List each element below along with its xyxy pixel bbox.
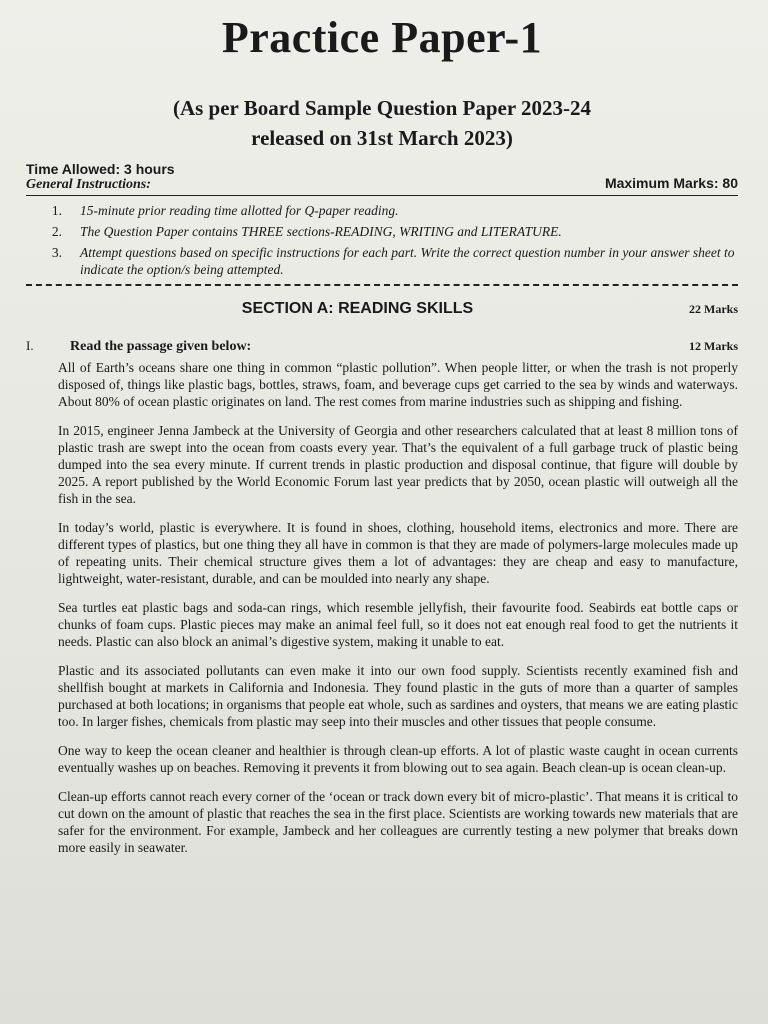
passage-paragraph: Plastic and its associated pollutants can even make it into our own food supply. Scientists recently examined fish and shellfish bought at markets in California and Indonesia. They found plastic in the guts of more than a quarter of samples purchased at both locations; in organisms that people eat whole, such as sardines and oysters, that means we are eating plastic too. In larger fishes, chemicals from plastic may seep into their muscles and other tissues that people consume. bbox=[58, 663, 738, 729]
instruction-text: 15-minute prior reading time allotted for Q-paper reading. bbox=[80, 203, 399, 218]
section-header bbox=[26, 300, 738, 318]
page-subtitle bbox=[26, 93, 738, 153]
instruction-item bbox=[26, 244, 738, 278]
maximum-marks: Maximum Marks: 80 bbox=[604, 175, 738, 191]
instruction-text: Attempt questions based on specific instructions for each part. Write the correct question number in your answer sheet to indicate the option/s being attempted. bbox=[80, 245, 735, 277]
time-allowed: Time Allowed: 3 hours bbox=[26, 161, 175, 177]
passage-paragraph: All of Earth’s oceans share one thing in common “plastic pollution”. When people litter, or when the trash is not properly disposed of, things like plastic bags, bottles, straws, foam, and beverage cups get carried to the sea by winds and waterways. About 80% of ocean plastic originates on land. The rest comes from marine industries such as shipping and fishing. bbox=[58, 360, 738, 409]
instruction-item bbox=[26, 223, 738, 240]
section-marks: 22 Marks bbox=[689, 302, 738, 316]
passage-paragraph: One way to keep the ocean cleaner and healthier is through clean-up efforts. A lot of plastic waste caught in ocean currents eventually washes up on beaches. Removing it prevents it from blowing out to sea again. Beach clean-up is ocean clean-up. bbox=[58, 743, 738, 775]
instruction-item bbox=[26, 202, 738, 219]
subtitle-line-1: (As per Board Sample Question Paper 2023-24 bbox=[172, 96, 592, 120]
instruction-text: The Question Paper contains THREE sections-READING, WRITING and LITERATURE. bbox=[80, 224, 562, 239]
passage-paragraph: In 2015, engineer Jenna Jambeck at the University of Georgia and other researchers calculated that at least 8 million tons of plastic trash are swept into the ocean from coasts every year. That’s the equivalent of a full garbage truck of plastic being dumped into the sea every minute. If current trends in plastic production and disposal continue, that figure will double by 2025. A report published by the World Economic Forum last year predicts that by 2050, ocean plastic will outweigh all the fish in the sea. bbox=[58, 423, 738, 506]
instruction-number: 3. bbox=[51, 245, 62, 260]
instruction-number: 2. bbox=[51, 224, 62, 239]
passage-paragraph: Sea turtles eat plastic bags and soda-can rings, which resemble jellyfish, their favourite food. Seabirds eat bottle caps or chunks of foam cups. Plastic pieces may make an animal feel full, so it does not eat enough real food to get the nutrients it needs. Plastic can also block an animal’s digestive system, making it unable to eat. bbox=[58, 600, 738, 649]
general-instructions-heading: General Instructions: bbox=[26, 177, 738, 196]
instruction-list bbox=[26, 202, 738, 278]
dashed-divider bbox=[26, 284, 738, 286]
page-title: Practice Paper-1 bbox=[221, 13, 543, 62]
section-title: SECTION A: READING SKILLS bbox=[241, 300, 474, 317]
question-header bbox=[26, 338, 738, 355]
reading-passage bbox=[26, 359, 738, 856]
question-marks: 12 Marks bbox=[689, 339, 738, 353]
instruction-number: 1. bbox=[51, 203, 62, 218]
question-number: I. bbox=[26, 338, 34, 353]
subtitle-line-2: released on 31st March 2023) bbox=[251, 126, 513, 150]
question-prompt: Read the passage given below: bbox=[70, 339, 252, 354]
passage-paragraph: Clean-up efforts cannot reach every corner of the ‘ocean or track down every bit of micro-plastic’. That means it is critical to cut down on the amount of plastic that reaches the sea in the first place. Scientists are working towards new materials that are safer for the environment. For example, Jambeck and her colleagues are currently testing a new polymer that breaks down more easily in seawater. bbox=[58, 789, 738, 855]
passage-paragraph: In today’s world, plastic is everywhere. It is found in shoes, clothing, household items, electronics and more. There are different types of plastics, but one thing they all have in common is that they are made of polymers-large molecules made up of repeating units. Their chemical structure gives them a lot of advantages: they are cheap and easy to manufacture, lightweight, water-resistant, durable, and can be moulded into nearly any shape. bbox=[58, 520, 738, 586]
